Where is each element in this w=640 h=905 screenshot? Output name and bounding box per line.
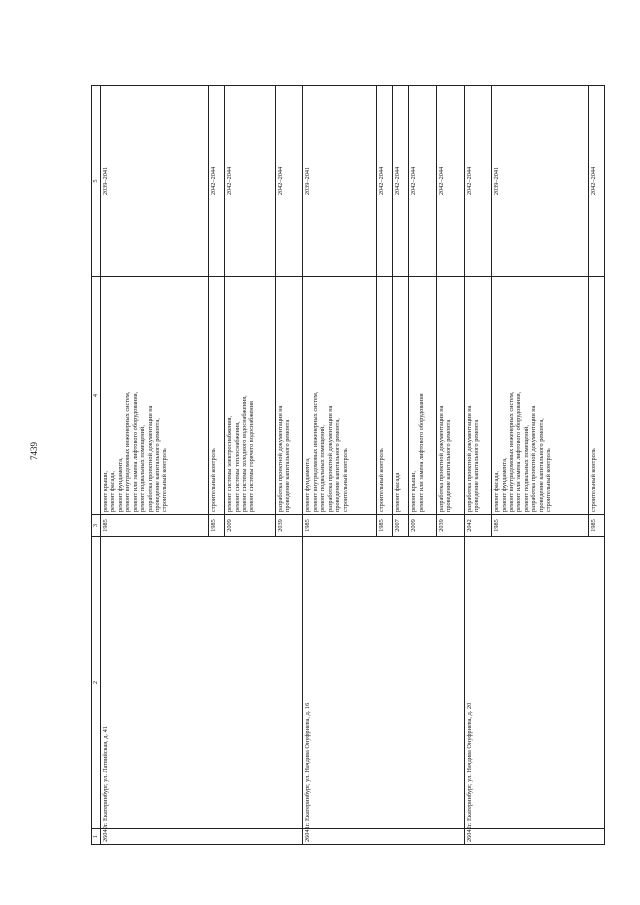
column-header: 3 — [92, 515, 101, 537]
record-number: 26042. — [464, 829, 604, 845]
repair-schedule-table-wrapper — [91, 85, 605, 845]
repair-works-cell — [303, 277, 377, 515]
commission-year: 1985 — [303, 515, 377, 537]
column-header: 2 — [92, 537, 101, 829]
column-header: 1 — [92, 829, 101, 845]
commission-year: 1985 — [209, 515, 225, 537]
commission-year: 2009 — [409, 515, 437, 537]
commission-year: 2039 — [436, 515, 464, 537]
building-address: г. Екатеринбург, ул. Начдива Онуфриева, д. 20 — [464, 537, 604, 829]
page-number: 7439 — [29, 442, 39, 460]
building-address: г. Екатеринбург, ул. Латвийская, д. 41 — [101, 537, 303, 829]
column-number-row — [92, 86, 101, 845]
repair-work-item: разработка проектной документации на — [326, 405, 334, 512]
planned-period: 2042–2044 — [588, 86, 604, 277]
repair-work-item: ремонт или замена лифтового оборудования — [417, 393, 425, 512]
repair-schedule-table — [91, 85, 605, 845]
repair-work-item: ремонт фасада, — [493, 471, 501, 512]
repair-works-cell — [464, 277, 492, 515]
repair-work-item: ремонт подвальных помещений, — [139, 425, 147, 512]
repair-work-item: проведение капитального ремонта, — [537, 418, 545, 512]
planned-period: 2042–2044 — [225, 86, 276, 277]
repair-works-cell — [588, 277, 604, 515]
column-header: 5 — [92, 86, 101, 277]
repair-works-cell — [275, 277, 303, 515]
repair-work-item: ремонт или замена лифтового оборудования, — [515, 391, 523, 512]
repair-work-item: проведение капитального ремонта — [284, 419, 292, 512]
column-header: 4 — [92, 277, 101, 515]
repair-work-item: ремонт внутридомовых инженерных систем, — [124, 391, 132, 512]
planned-period: 2039–2041 — [492, 86, 589, 277]
repair-works-cell — [436, 277, 464, 515]
repair-work-item: ремонт системы горячего водоснабжения — [248, 401, 256, 512]
repair-work-item: ремонт фасада, — [109, 471, 117, 512]
commission-year: 2007 — [393, 515, 409, 537]
commission-year: 1985 — [101, 515, 209, 537]
planned-period: 2039–2041 — [303, 86, 377, 277]
table-row — [464, 86, 492, 845]
repair-work-item: строительный контроль — [341, 448, 349, 512]
planned-period: 2039–2041 — [101, 86, 209, 277]
table-row — [101, 86, 209, 845]
repair-work-item: проведение капитального ремонта, — [153, 418, 161, 512]
planned-period: 2042–2044 — [464, 86, 492, 277]
repair-work-item: ремонт системы теплоснабжения, — [233, 421, 241, 512]
commission-year: 2009 — [225, 515, 276, 537]
repair-works-cell — [101, 277, 209, 515]
repair-work-item: разработка проектной документации на — [530, 405, 538, 512]
repair-works-cell — [225, 277, 276, 515]
repair-work-item: ремонт подвальных помещений, — [522, 425, 530, 512]
repair-work-item: ремонт или замена лифтового оборудования, — [131, 391, 139, 512]
repair-work-item: ремонт внутридомовых инженерных систем, — [311, 391, 319, 512]
repair-work-item: ремонт подвальных помещений, — [319, 425, 327, 512]
planned-period: 2042–2044 — [409, 86, 437, 277]
repair-work-item: проведение капитального ремонта — [472, 419, 480, 512]
repair-work-item: ремонт фасада — [394, 472, 402, 512]
commission-year: 1985 — [588, 515, 604, 537]
repair-work-item: проведение капитального ремонта, — [334, 418, 342, 512]
commission-year: 2039 — [275, 515, 303, 537]
repair-work-item: разработка проектной документации на — [465, 405, 473, 512]
repair-work-item: разработка проектной документации на — [146, 405, 154, 512]
repair-work-item: ремонт фундамента, — [116, 457, 124, 512]
repair-works-cell — [209, 277, 225, 515]
repair-work-item: строительный контроль — [545, 448, 553, 512]
planned-period: 2042–2044 — [209, 86, 225, 277]
planned-period: 2042–2044 — [275, 86, 303, 277]
repair-work-item: строительный контроль — [210, 448, 218, 512]
repair-work-item: проведение капитального ремонта — [445, 419, 453, 512]
commission-year: 1985 — [492, 515, 589, 537]
repair-works-cell — [409, 277, 437, 515]
commission-year: 1985 — [377, 515, 393, 537]
commission-year: 2042 — [464, 515, 492, 537]
planned-period: 2042–2044 — [436, 86, 464, 277]
repair-work-item: ремонт системы электроснабжения, — [226, 415, 234, 512]
repair-work-item: разработка проектной документации на — [437, 405, 445, 512]
repair-work-item: ремонт крыши, — [102, 470, 109, 512]
repair-works-cell — [492, 277, 589, 515]
repair-work-item: ремонт крыши, — [410, 470, 418, 512]
repair-work-item: строительный контроль — [161, 448, 169, 512]
repair-work-item: разработка проектной документации на — [276, 405, 284, 512]
repair-work-item: ремонт системы холодного водоснабжения, — [241, 395, 249, 512]
repair-work-item: ремонт фундамента, — [304, 457, 312, 512]
repair-works-cell — [393, 277, 409, 515]
repair-work-item: ремонт фундамента, — [500, 457, 508, 512]
planned-period: 2042–2044 — [377, 86, 393, 277]
record-number: 26041. — [303, 829, 464, 845]
planned-period: 2042–2044 — [393, 86, 409, 277]
building-address: г. Екатеринбург, ул. Начдива Онуфриева, д. 16 — [303, 537, 464, 829]
repair-work-item: ремонт внутридомовых инженерных систем, — [508, 391, 515, 512]
record-number: 26040. — [101, 829, 303, 845]
repair-work-item: строительный контроль — [378, 448, 386, 512]
table-row — [303, 86, 377, 845]
repair-works-cell — [377, 277, 393, 515]
repair-work-item: строительный контроль — [589, 448, 597, 512]
